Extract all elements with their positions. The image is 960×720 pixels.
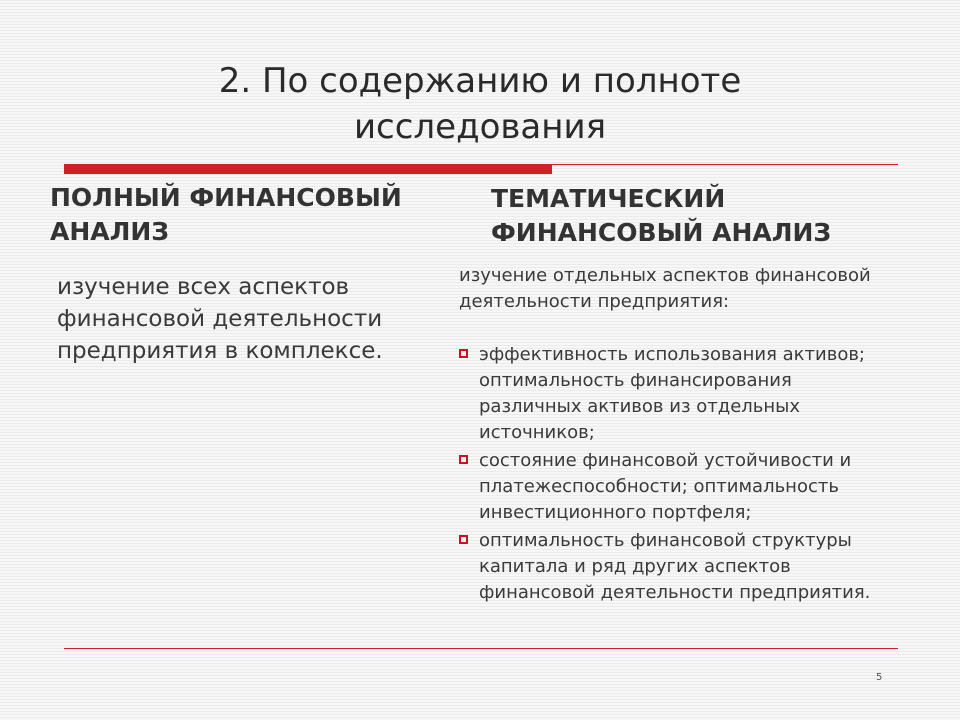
list-item <box>459 528 899 606</box>
list-item-text: оптимальность финансовой структуры капитала и ряд других аспектов финансовой деятельности предприятия. <box>479 530 871 603</box>
left-column-heading: ПОЛНЫЙ ФИНАНСОВЫЙ АНАЛИЗ <box>50 183 402 246</box>
square-bullet-icon <box>459 349 468 358</box>
right-column-intro: изучение отдельных аспектов финансовой деятельности предприятия: <box>459 265 871 312</box>
list-item <box>459 448 899 526</box>
list-item-text: состояние финансовой устойчивости и платежеспособности; оптимальность инвестиционного портфеля; <box>479 450 852 523</box>
list-item-text: эффективность использования активов; оптимальность финансирования различных активов из отдельных источников; <box>479 344 865 443</box>
page-number: 5 <box>876 672 883 683</box>
left-column-description: изучение всех аспектов финансовой деятельности предприятия в комплексе. <box>57 274 383 364</box>
right-column-heading: ТЕМАТИЧЕСКИЙ ФИНАНСОВЫЙ АНАЛИЗ <box>491 184 832 247</box>
square-bullet-icon <box>459 455 468 464</box>
title-underline-thin <box>552 164 898 165</box>
list-item <box>459 342 899 446</box>
title-underline-thick <box>64 164 552 174</box>
right-column-bullet-list <box>459 342 899 608</box>
square-bullet-icon <box>459 535 468 544</box>
bottom-divider <box>64 648 898 649</box>
slide-title: 2. По содержанию и полноте исследования <box>218 61 742 147</box>
